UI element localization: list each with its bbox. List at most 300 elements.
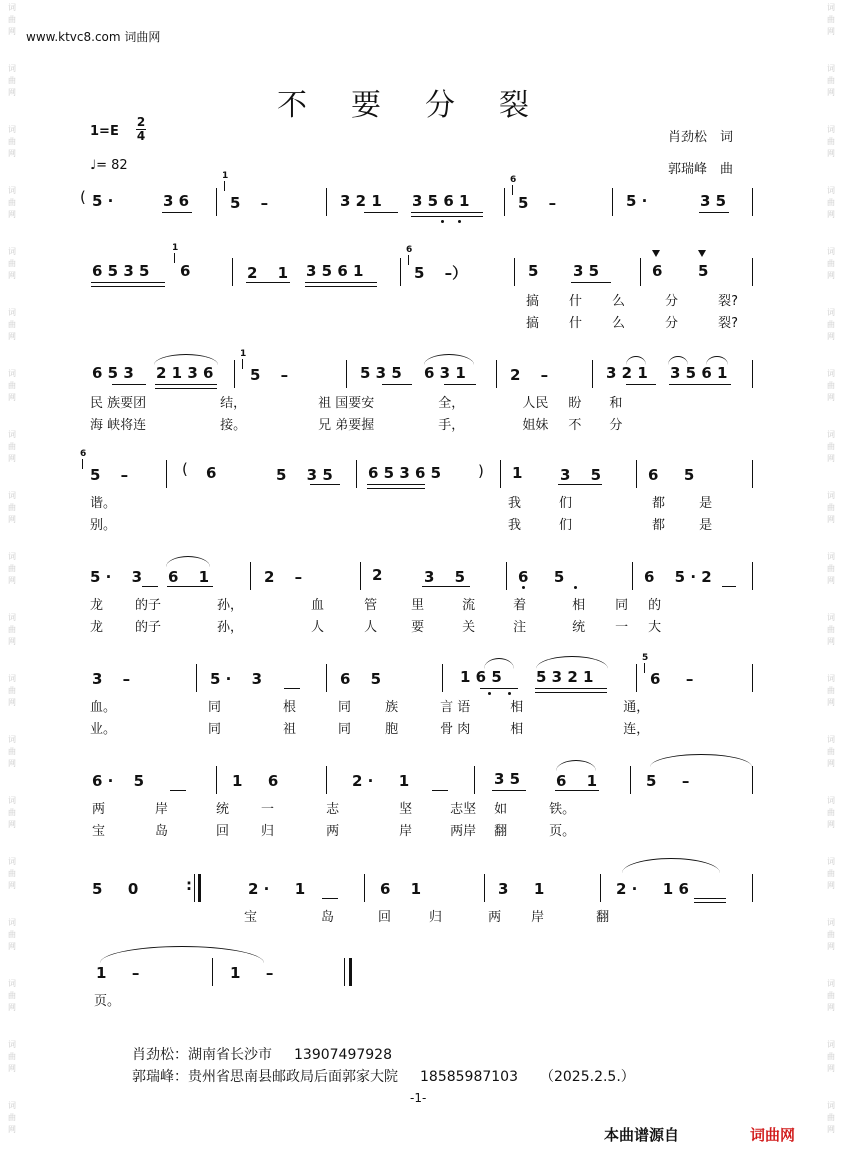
beam-underline <box>246 282 290 283</box>
watermark-char: 词 <box>8 674 16 683</box>
lyric-line: 海 峡将连 接。 兄 弟要握 手， 姐妹 不 分 <box>90 418 623 433</box>
note-group: 6 5 <box>340 670 382 688</box>
barline <box>250 562 251 590</box>
barline <box>632 562 633 590</box>
note-group: 5 – <box>90 466 129 484</box>
watermark-char: 词 <box>8 64 16 73</box>
watermark-char: 词 <box>8 186 16 195</box>
beam-underline <box>112 384 146 385</box>
tempo-marking: ♩= 82 <box>90 158 128 173</box>
barline <box>198 874 201 902</box>
note-group: 3 6 <box>163 192 190 210</box>
grace-note: 6 <box>510 176 516 195</box>
note-group: 5 – <box>230 194 269 212</box>
note-group: 3 5 <box>700 192 727 210</box>
lyric-line: 页。 <box>94 994 121 1009</box>
watermark-char: 词 <box>827 1101 835 1110</box>
note-group: 2 · 1 6 <box>616 880 689 898</box>
watermark-char: 词 <box>827 979 835 988</box>
note-group: 3 5 6 1 <box>412 192 470 210</box>
note-group: 5 · <box>626 192 648 210</box>
watermark-char: 曲 <box>8 564 16 573</box>
octave-dot <box>441 220 444 223</box>
watermark-char: 词 <box>827 64 835 73</box>
beam-underline <box>558 484 602 485</box>
source-brand-link[interactable]: 词曲网 <box>750 1126 796 1144</box>
watermark-char: 网 <box>827 942 835 951</box>
watermark-char: 曲 <box>827 381 835 390</box>
quarter-note-icon: ♩ <box>90 158 97 173</box>
note-group: 6 <box>180 262 191 280</box>
note-group: 5 3 5 <box>276 466 333 484</box>
watermark-char: 网 <box>8 210 16 219</box>
barline <box>506 562 507 590</box>
watermark-char: 网 <box>827 1003 835 1012</box>
source-label: 本曲谱源自 <box>604 1126 680 1144</box>
barline <box>500 460 501 488</box>
repeat-sign: : <box>186 876 192 894</box>
watermark-char: 曲 <box>8 442 16 451</box>
lyric-line: 龙 的子 孙， 人 人 要 关 注 统 一 大 <box>90 620 662 635</box>
watermark-char: 词 <box>827 674 835 683</box>
beam-underline <box>555 790 599 791</box>
watermark-char: 曲 <box>8 137 16 146</box>
slur-tie <box>650 754 752 767</box>
note-group: ( <box>80 188 86 206</box>
watermark-char: 网 <box>8 88 16 97</box>
watermark-char: 网 <box>827 149 835 158</box>
grace-note: 1 <box>222 172 228 191</box>
note-group: 2 · 1 <box>248 880 306 898</box>
barline <box>474 766 475 794</box>
note-group: 2 – <box>264 568 303 586</box>
watermark-char: 词 <box>8 613 16 622</box>
beam-underline <box>626 384 656 385</box>
beam-underline <box>699 212 729 213</box>
slur-tie <box>622 858 720 873</box>
barline <box>752 360 753 388</box>
grace-note: 1 <box>240 350 246 369</box>
note-group: 6 <box>206 464 217 482</box>
barline <box>636 460 637 488</box>
note-group: 5 · 3 <box>90 568 143 586</box>
watermark-char: 网 <box>8 1064 16 1073</box>
note-group: 6 5 3 <box>92 364 134 382</box>
barline <box>752 188 753 216</box>
watermark-char: 词 <box>8 1040 16 1049</box>
watermark-char: 词 <box>827 735 835 744</box>
watermark-char: 词 <box>827 247 835 256</box>
note-group: 5 <box>698 262 709 280</box>
beam-underline <box>669 384 731 385</box>
site-url[interactable]: www.ktvc8.com 词曲网 <box>26 30 161 44</box>
contact-line-lyricist: 肖劲松：湖南省长沙市 13907497928 <box>132 1047 392 1063</box>
watermark-char: 网 <box>827 1125 835 1134</box>
watermark-char: 曲 <box>8 76 16 85</box>
beam-underline <box>694 902 726 903</box>
note-group: 5 –） <box>414 264 468 282</box>
watermark-char: 曲 <box>827 930 835 939</box>
beam-underline <box>155 388 217 389</box>
watermark-char: 网 <box>827 515 835 524</box>
beam-underline <box>155 384 217 385</box>
barline <box>400 258 401 286</box>
grace-note: 6 <box>406 246 412 265</box>
watermark-char: 网 <box>8 332 16 341</box>
watermark-char: 网 <box>8 149 16 158</box>
watermark-char: 词 <box>827 918 835 927</box>
octave-dot <box>508 692 511 695</box>
watermark-char: 词 <box>827 613 835 622</box>
beam-underline <box>432 790 448 791</box>
watermark-char: 网 <box>8 576 16 585</box>
watermark-char: 网 <box>827 698 835 707</box>
watermark-char: 词 <box>8 3 16 12</box>
grace-note: 6 <box>80 450 86 469</box>
watermark-char: 曲 <box>827 625 835 634</box>
right-watermark-strip <box>819 0 843 1172</box>
lyric-line: 宝 岛 回 归 两 岸 翻 <box>244 910 610 925</box>
note-group: 6 5 3 6 5 <box>368 464 442 482</box>
watermark-char: 曲 <box>8 15 16 24</box>
beam-underline <box>411 216 483 217</box>
beam-underline <box>480 688 518 689</box>
watermark-char: 词 <box>8 552 16 561</box>
watermark-char: 词 <box>827 552 835 561</box>
note-group: 5 – <box>518 194 557 212</box>
beam-underline <box>571 282 611 283</box>
beam-underline <box>382 384 412 385</box>
watermark-char: 曲 <box>8 869 16 878</box>
barline <box>364 874 365 902</box>
watermark-char: 词 <box>8 491 16 500</box>
note-group: 3 – <box>92 670 131 688</box>
watermark-char: 网 <box>827 454 835 463</box>
time-signature: 2 4 <box>136 115 146 143</box>
watermark-char: 曲 <box>827 137 835 146</box>
note-group: 1 – <box>96 964 140 982</box>
barline <box>326 664 327 692</box>
barline <box>234 360 235 388</box>
barline <box>636 664 637 692</box>
watermark-char: 曲 <box>827 686 835 695</box>
note-group: 5 · <box>92 192 114 210</box>
note-group: 3 5 6 1 <box>670 364 728 382</box>
barline <box>592 360 593 388</box>
watermark-char: 词 <box>8 857 16 866</box>
watermark-char: 曲 <box>827 1052 835 1061</box>
note-group: 6 <box>652 262 663 280</box>
note-group: 5 3 2 1 <box>536 668 594 686</box>
barline <box>752 874 753 902</box>
watermark-char: 曲 <box>827 747 835 756</box>
note-group: ) <box>478 462 484 480</box>
note-group: 6 1 <box>556 772 598 790</box>
octave-dot <box>488 692 491 695</box>
barline <box>504 188 505 216</box>
barline <box>630 766 631 794</box>
barline <box>496 360 497 388</box>
watermark-char: 网 <box>827 271 835 280</box>
note-group: ( <box>182 460 188 478</box>
watermark-char: 网 <box>827 576 835 585</box>
octave-dot <box>522 586 525 589</box>
beam-underline <box>322 898 338 899</box>
barline <box>600 874 601 902</box>
barline <box>752 258 753 286</box>
barline <box>640 258 641 286</box>
watermark-char: 词 <box>8 735 16 744</box>
beam-underline <box>91 282 165 283</box>
note-group: 6 3 1 <box>424 364 466 382</box>
page-number: -1- <box>410 1091 427 1105</box>
barline <box>166 460 167 488</box>
note-group: 2 · 1 <box>352 772 410 790</box>
watermark-char: 曲 <box>8 259 16 268</box>
barline <box>442 664 443 692</box>
watermark-char: 网 <box>827 759 835 768</box>
watermark-char: 曲 <box>827 15 835 24</box>
watermark-char: 网 <box>8 881 16 890</box>
note-group: 6 · 5 <box>92 772 145 790</box>
grace-note: 5 <box>642 654 648 673</box>
watermark-char: 词 <box>827 491 835 500</box>
barline <box>216 766 217 794</box>
note-group: 3 5 <box>560 466 602 484</box>
beam-underline <box>310 484 340 485</box>
note-group: 5 3 5 <box>360 364 402 382</box>
note-group: 6 5 <box>648 466 695 484</box>
watermark-char: 曲 <box>8 1052 16 1061</box>
watermark-char: 网 <box>8 820 16 829</box>
note-group: 2 <box>372 566 383 584</box>
lyric-line: 业。 同 祖 同 胞 骨 肉 相 连， <box>90 722 650 737</box>
watermark-char: 词 <box>827 3 835 12</box>
barline <box>752 664 753 692</box>
beam-underline <box>167 586 213 587</box>
note-group: 6 5 <box>518 568 565 586</box>
note-group: 3 2 1 <box>606 364 648 382</box>
watermark-char: 网 <box>8 698 16 707</box>
watermark-char: 曲 <box>827 808 835 817</box>
watermark-char: 曲 <box>8 503 16 512</box>
watermark-char: 网 <box>827 393 835 402</box>
watermark-char: 曲 <box>827 869 835 878</box>
barline <box>752 562 753 590</box>
watermark-char: 曲 <box>8 198 16 207</box>
barline <box>484 874 485 902</box>
watermark-char: 网 <box>827 210 835 219</box>
beam-underline <box>170 790 186 791</box>
key-signature: 1=E <box>90 124 119 139</box>
watermark-char: 网 <box>827 881 835 890</box>
beam-underline <box>444 384 476 385</box>
barline <box>212 958 213 986</box>
watermark-char: 曲 <box>827 76 835 85</box>
watermark-char: 曲 <box>827 564 835 573</box>
watermark-char: 词 <box>827 186 835 195</box>
watermark-char: 曲 <box>827 1113 835 1122</box>
barline <box>194 874 195 902</box>
lyric-line: 两 岸 统 一 志 坚 志坚 如 铁。 <box>92 802 576 817</box>
watermark-char: 曲 <box>8 1113 16 1122</box>
barline <box>752 766 753 794</box>
watermark-char: 网 <box>827 27 835 36</box>
note-group: 3 1 <box>498 880 545 898</box>
beam-underline <box>722 586 736 587</box>
lyric-line: 别。 我 们 都 是 <box>90 518 713 533</box>
note-group: 1 – <box>230 964 274 982</box>
note-group: 5 0 <box>92 880 139 898</box>
watermark-char: 曲 <box>8 320 16 329</box>
note-group: 6 5 · 2 <box>644 568 712 586</box>
watermark-char: 网 <box>827 1064 835 1073</box>
note-group: 2 – <box>510 366 549 384</box>
watermark-char: 网 <box>8 942 16 951</box>
watermark-char: 网 <box>8 271 16 280</box>
watermark-char: 词 <box>8 1101 16 1110</box>
lyric-line: 谐。 我 们 都 是 <box>90 496 713 511</box>
watermark-char: 词 <box>8 430 16 439</box>
contact-line-composer: 郭瑞峰：贵州省思南县邮政局后面郭家大院 18585987103 （2025.2.5.） <box>132 1069 635 1085</box>
beam-underline <box>422 586 470 587</box>
beam-underline <box>367 484 425 485</box>
watermark-char: 词 <box>8 308 16 317</box>
barline <box>752 460 753 488</box>
barline <box>612 188 613 216</box>
lyric-line: 民 族要团 结， 祖 国要安 全， 人民 盼 和 <box>90 396 623 411</box>
note-group: 3 2 1 <box>340 192 382 210</box>
barline <box>326 766 327 794</box>
accent-icon <box>652 250 660 257</box>
lyric-line: 搞 什 么 分 裂? <box>526 316 738 331</box>
watermark-char: 曲 <box>827 259 835 268</box>
grace-note: 1 <box>172 244 178 263</box>
watermark-char: 网 <box>827 637 835 646</box>
beam-underline <box>284 688 300 689</box>
watermark-char: 词 <box>827 308 835 317</box>
lyricist-credit: 肖劲松 词 <box>668 130 734 145</box>
note-group: 1 6 <box>232 772 279 790</box>
watermark-char: 曲 <box>8 625 16 634</box>
watermark-char: 网 <box>8 515 16 524</box>
note-group: 1 <box>512 464 523 482</box>
watermark-char: 词 <box>8 796 16 805</box>
beam-underline <box>142 586 158 587</box>
beam-underline <box>364 212 398 213</box>
note-group: 1 6 5 <box>460 668 502 686</box>
watermark-char: 曲 <box>8 686 16 695</box>
watermark-char: 曲 <box>8 930 16 939</box>
beam-underline <box>91 286 165 287</box>
watermark-char: 词 <box>827 430 835 439</box>
note-group: 6 – <box>650 670 694 688</box>
beam-underline <box>305 286 377 287</box>
watermark-char: 网 <box>827 820 835 829</box>
watermark-char: 词 <box>827 857 835 866</box>
note-group: 5 – <box>646 772 690 790</box>
lyric-line: 搞 什 么 分 裂? <box>526 294 738 309</box>
note-group: 6 1 <box>380 880 422 898</box>
beam-underline <box>305 282 377 283</box>
note-group: 5 <box>528 262 539 280</box>
barline <box>349 958 352 986</box>
note-group: 5 – <box>250 366 289 384</box>
watermark-char: 网 <box>827 332 835 341</box>
accent-icon <box>698 250 706 257</box>
note-group: 3 5 <box>573 262 600 280</box>
watermark-char: 网 <box>8 637 16 646</box>
note-group: 2 1 3 6 <box>156 364 214 382</box>
slur-tie <box>100 946 264 963</box>
barline <box>356 460 357 488</box>
song-title: 不要分裂 <box>277 88 573 123</box>
barline <box>326 188 327 216</box>
barline <box>232 258 233 286</box>
beam-underline <box>492 790 526 791</box>
watermark-char: 词 <box>827 369 835 378</box>
barline <box>360 562 361 590</box>
octave-dot <box>574 586 577 589</box>
barline <box>514 258 515 286</box>
note-group: 5 · 3 <box>210 670 263 688</box>
beam-underline <box>411 212 483 213</box>
watermark-char: 词 <box>8 979 16 988</box>
barline <box>196 664 197 692</box>
watermark-char: 词 <box>827 796 835 805</box>
lyric-line: 血。 同 根 同 族 言 语 相 通， <box>90 700 650 715</box>
watermark-char: 曲 <box>827 198 835 207</box>
watermark-char: 词 <box>8 918 16 927</box>
watermark-char: 网 <box>8 1003 16 1012</box>
watermark-char: 网 <box>827 88 835 97</box>
watermark-char: 曲 <box>827 991 835 1000</box>
watermark-char: 网 <box>8 759 16 768</box>
watermark-char: 网 <box>8 1125 16 1134</box>
watermark-char: 曲 <box>8 808 16 817</box>
watermark-char: 词 <box>8 125 16 134</box>
beam-underline <box>535 688 607 689</box>
barline <box>346 360 347 388</box>
watermark-char: 曲 <box>827 503 835 512</box>
watermark-char: 曲 <box>827 442 835 451</box>
watermark-char: 网 <box>8 27 16 36</box>
watermark-char: 词 <box>827 125 835 134</box>
watermark-char: 曲 <box>8 381 16 390</box>
note-group: 6 1 <box>168 568 210 586</box>
watermark-char: 网 <box>8 393 16 402</box>
watermark-char: 词 <box>827 1040 835 1049</box>
note-group: 3 5 6 1 <box>306 262 364 280</box>
note-group: 6 5 3 5 <box>92 262 150 280</box>
beam-underline <box>162 212 192 213</box>
beam-underline <box>694 898 726 899</box>
watermark-char: 词 <box>8 247 16 256</box>
watermark-char: 曲 <box>827 320 835 329</box>
beam-underline <box>367 488 425 489</box>
octave-dot <box>458 220 461 223</box>
watermark-char: 曲 <box>8 991 16 1000</box>
note-group: 3 5 <box>494 770 521 788</box>
lyric-line: 宝 岛 回 归 两 岸 两岸 翻 页。 <box>92 824 576 839</box>
watermark-char: 词 <box>8 369 16 378</box>
barline <box>344 958 345 986</box>
note-group: 3 5 <box>424 568 466 586</box>
composer-credit: 郭瑞峰 曲 <box>668 162 734 177</box>
beam-underline <box>535 692 607 693</box>
left-watermark-strip <box>0 0 24 1172</box>
watermark-char: 网 <box>8 454 16 463</box>
